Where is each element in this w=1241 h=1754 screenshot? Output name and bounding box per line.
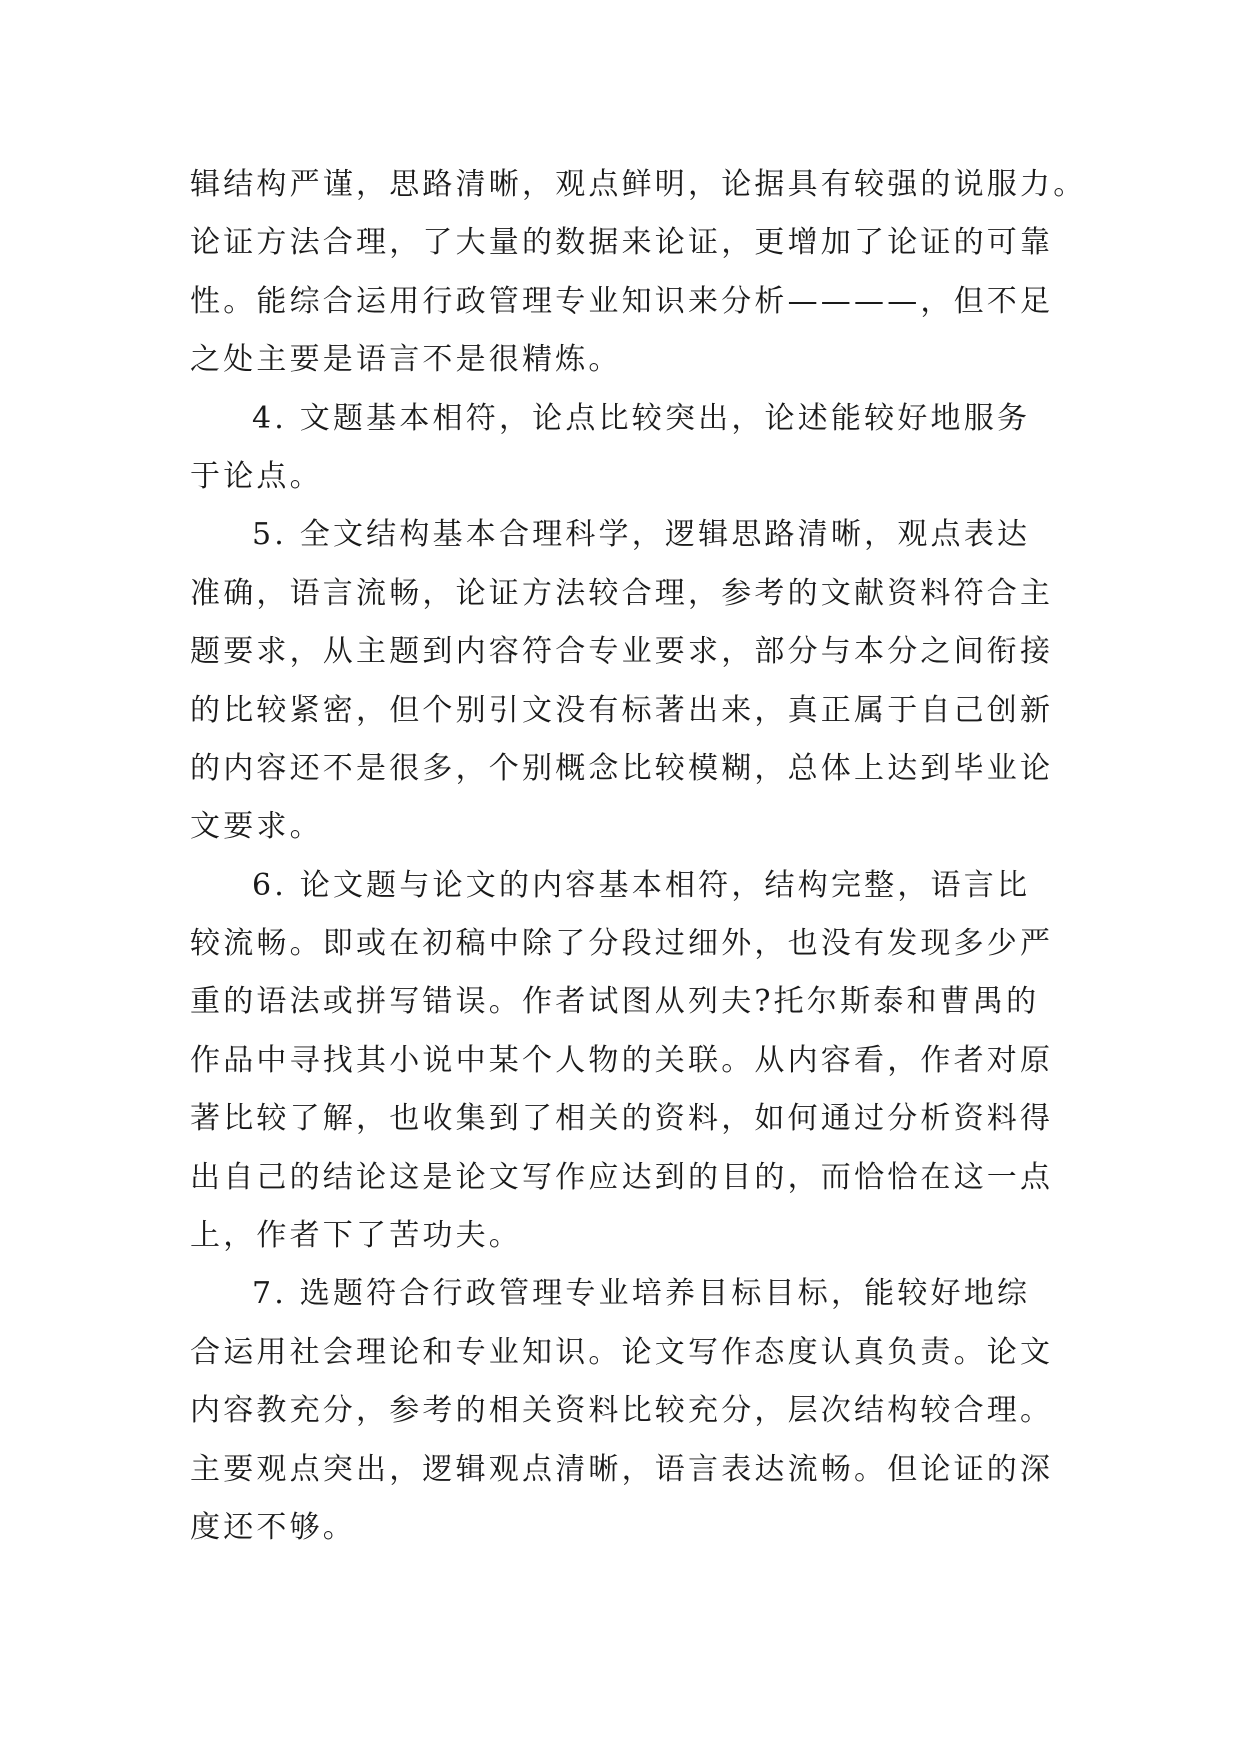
paragraph-4-start: 4. 文题基本相符，论点比较突出，论述能较好地服务 <box>252 400 1031 436</box>
text-line: 重的语法或拼写错误。作者试图从列夫?托尔斯泰和曹禺的 <box>190 984 1040 1020</box>
text-line: 文要求。 <box>190 809 323 845</box>
text-line: 论证方法合理，了大量的数据来论证，更增加了论证的可靠 <box>190 225 1054 261</box>
text-line: 的比较紧密，但个别引文没有标著出来，真正属于自己创新 <box>190 692 1054 728</box>
text-line: 著比较了解，也收集到了相关的资料，如何通过分析资料得 <box>190 1101 1054 1137</box>
text-line: 出自己的结论这是论文写作应达到的目的，而恰恰在这一点 <box>190 1159 1054 1195</box>
text-line: 度还不够。 <box>190 1509 356 1545</box>
text-line: 性。能综合运用行政管理专业知识来分析————，但不足 <box>190 283 1054 319</box>
text-line: 合运用社会理论和专业知识。论文写作态度认真负责。论文 <box>190 1334 1054 1370</box>
paragraph-5-start: 5. 全文结构基本合理科学，逻辑思路清晰，观点表达 <box>252 517 1031 553</box>
text-line: 上，作者下了苦功夫。 <box>190 1218 522 1254</box>
paragraph-6-start: 6. 论文题与论文的内容基本相符，结构完整，语言比 <box>252 867 1031 903</box>
text-line: 题要求，从主题到内容符合专业要求，部分与本分之间衔接 <box>190 634 1054 670</box>
text-line: 之处主要是语言不是很精炼。 <box>190 342 622 378</box>
text-line: 于论点。 <box>190 458 323 494</box>
text-line: 辑结构严谨，思路清晰，观点鲜明，论据具有较强的说服力。 <box>190 167 1087 202</box>
text-line: 内容教充分，参考的相关资料比较充分，层次结构较合理。 <box>190 1393 1054 1429</box>
text-line: 的内容还不是很多，个别概念比较模糊，总体上达到毕业论 <box>190 750 1054 786</box>
text-line: 主要观点突出，逻辑观点清晰，语言表达流畅。但论证的深 <box>190 1451 1054 1487</box>
paragraph-7-start: 7. 选题符合行政管理专业培养目标目标，能较好地综 <box>252 1276 1031 1312</box>
document-body <box>190 156 1087 1557</box>
text-line: 较流畅。即或在初稿中除了分段过细外，也没有发现多少严 <box>190 926 1054 962</box>
text-line: 准确，语言流畅，论证方法较合理，参考的文献资料符合主 <box>190 575 1054 611</box>
text-line: 作品中寻找其小说中某个人物的关联。从内容看，作者对原 <box>190 1042 1054 1078</box>
